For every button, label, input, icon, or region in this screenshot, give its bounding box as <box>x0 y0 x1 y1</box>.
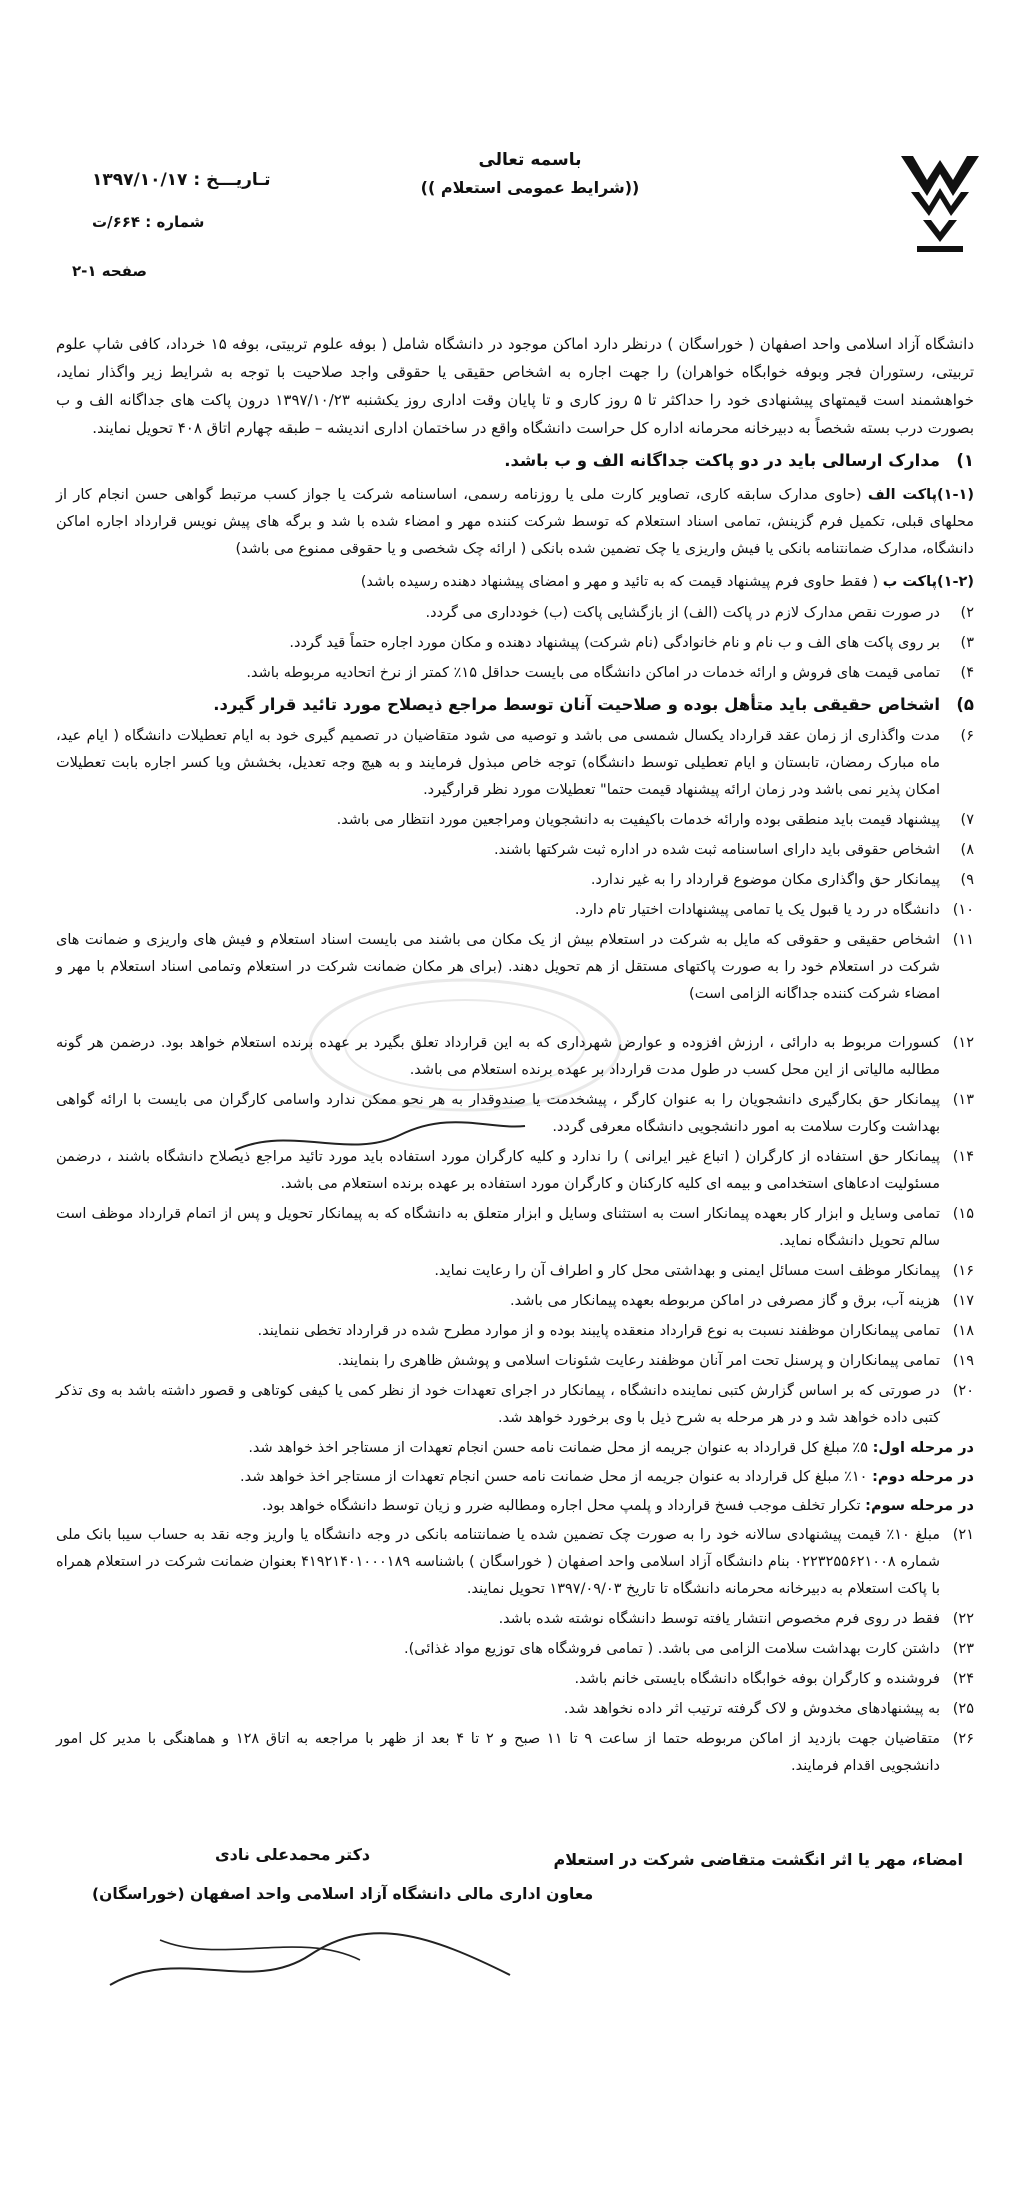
penalty-stage-1 <box>56 1435 974 1462</box>
clause-number: ۹) <box>960 872 974 888</box>
page-number: صفحه ۱-۲ <box>72 262 147 280</box>
clause-number: ۱۰) <box>952 902 974 918</box>
clause-15 <box>56 1201 974 1255</box>
clause-number: ۱) <box>956 451 974 470</box>
signer-position: معاون اداری مالی دانشگاه آزاد اسلامی واحد اصفهان (خوراسگان) <box>92 1885 594 1903</box>
date-label: تـاریـــخ : <box>193 170 271 190</box>
clause-text: مدارک ارسالی باید در دو پاکت جداگانه الف و ب باشد. <box>504 451 940 470</box>
clause-text: کسورات مربوط به دارائی ، ارزش افزوده و عوارض شهرداری که به این قرارداد تعلق بگیرد بر عهده برنده استعلام خواهد بود. درضمن هر گونه مطالبه مالیاتی از این محل کسب در طول مدت قرارداد بر عهده برنده استعلام می باشد. <box>56 1035 940 1078</box>
clause-number: ۱۹) <box>952 1353 974 1369</box>
clause-3 <box>56 630 974 657</box>
clause-text: پیمانکار حق واگذاری مکان موضوع قرارداد را به غیر ندارد. <box>590 872 940 888</box>
signature-scribble <box>100 1925 520 1995</box>
signer-name: دکتر محمدعلی نادی <box>215 1845 371 1864</box>
document-subtitle: (( شرایط عمومی استعلام)) <box>420 178 640 197</box>
document-title: باسمه تعالی <box>478 150 582 170</box>
clause-12 <box>56 1030 974 1084</box>
clause-18 <box>56 1318 974 1345</box>
penalty-stage-2 <box>56 1464 974 1491</box>
clause-16 <box>56 1258 974 1285</box>
clause-20 <box>56 1378 974 1432</box>
clause-24 <box>56 1666 974 1693</box>
clause-9 <box>56 867 974 894</box>
sub-clause-label: (۱-۲)پاکت ب <box>882 574 974 590</box>
clause-number: ۷) <box>960 812 974 828</box>
clause-7 <box>56 807 974 834</box>
number-label: شماره : <box>145 213 205 231</box>
clause-number: ۲۴) <box>952 1671 974 1687</box>
clause-number: ۱۴) <box>952 1149 974 1165</box>
clause-text: پیشنهاد قیمت باید منطقی بوده وارائه خدمات باکیفیت به دانشجویان ومراجعین مورد انتظار می باشد. <box>336 812 940 828</box>
document-body <box>56 330 974 1783</box>
clause-text: بر روی پاکت های الف و ب نام و نام خانوادگی (نام شرکت) پیشنهاد دهنده و مکان مورد اجاره حتماً قید گردد. <box>289 635 940 651</box>
clause-text: پیمانکار موظف است مسائل ایمنی و بهداشتی محل کار و اطراف آن را رعایت نماید. <box>434 1263 940 1279</box>
stage-label: در مرحله سوم: <box>865 1498 974 1514</box>
clause-number: ۸) <box>960 842 974 858</box>
clause-text: پیمانکار حق بکارگیری دانشجویان را به عنوان کارگر ، پیشخدمت یا صندوقدار به هر نحو ممکن ندارد واسامی کارگران می بایست با ارائه گواهی بهداشت وکارت سلامت به امور دانشجویی دانشگاه معرفی گردد. <box>56 1092 940 1135</box>
clause-number: ۱۱) <box>952 932 974 948</box>
date-value: ۱۳۹۷/۱۰/۱۷ <box>92 170 188 190</box>
stage-text: ۱۰٪ مبلغ کل قرارداد به عنوان جریمه از محل ضمانت نامه حسن انجام تعهدات از مستاجر اخذ خواهد شد. <box>240 1469 868 1485</box>
clause-number: ۱۸) <box>952 1323 974 1339</box>
clause-21 <box>56 1522 974 1603</box>
clause-5 <box>56 690 974 720</box>
clause-number: ۲۲) <box>952 1611 974 1627</box>
clause-13 <box>56 1087 974 1141</box>
clause-number: ۱۵) <box>952 1206 974 1222</box>
clause-11 <box>56 927 974 1008</box>
clause-text: دانشگاه در رد یا قبول یک یا تمامی پیشنهادات اختیار تام دارد. <box>574 902 940 918</box>
clause-text: تمامی پیمانکاران موظفند نسبت به نوع قرارداد منعقده پایبند بوده و از موارد مطرح شده در قرارداد تخطی ننمایند. <box>257 1323 940 1339</box>
clause-10 <box>56 897 974 924</box>
clause-number: ۵) <box>956 695 974 714</box>
clause-23 <box>56 1636 974 1663</box>
penalty-stage-3 <box>56 1493 974 1520</box>
clause-text: به پیشنهادهای مخدوش و لاک گرفته ترتیب اثر داده نخواهد شد. <box>563 1701 940 1717</box>
intro-paragraph: دانشگاه آزاد اسلامی واحد اصفهان ( خوراسگان ) درنظر دارد اماکن موجود در دانشگاه شامل ( بوفه علوم تربیتی، بوفه ۱۵ خرداد، کافی شاپ علوم تربیتی، رستوران فجر وبوفه خوابگاه خواهران) را جهت اجاره به اشخاص حقیقی یا حقوقی واجد صلاحیت با توجه به شرایط زیر واگذار نماید، خواهشمند است قیمتهای پیشنهادی خود را حداکثر تا ۵ روز کاری و تا پایان وقت اداری روز یکشنبه ۱۳۹۷/۱۰/۲۳ درون پاکت های جداگانه الف و ب بصورت درب بسته شخصاً به دبیرخانه محرمانه اداره کل حراست دانشگاه واقع در ساختمان اداری اندیشه – طبقه چهارم اتاق ۴۰۸ تحویل نمایند. <box>56 335 974 437</box>
clause-25 <box>56 1696 974 1723</box>
clause-text: اشخاص حقیقی و حقوقی که مایل به شرکت در استعلام بیش از یک مکان می باشند می بایست اسناد استعلام و فیش های واریزی و ضمانت های شرکت در استعلام خود را به صورت پاکتهای مستقل از هم تحویل دهند. (برای هر مکان ضمانت شرکت در استعلام وتمامی اسناد استعلام با مهر و امضاء شرکت کننده جداگانه الزامی است) <box>56 932 940 1002</box>
stage-text: ۵٪ مبلغ کل قرارداد به عنوان جریمه از محل ضمانت نامه حسن انجام تعهدات از مستاجر اخذ خواهد شد. <box>248 1440 868 1456</box>
clause-number: ۱۲) <box>952 1035 974 1051</box>
clause-26 <box>56 1726 974 1780</box>
clause-text: اشخاص حقوقی باید دارای اساسنامه ثبت شده در اداره ثبت شرکتها باشند. <box>494 842 940 858</box>
applicant-signature-caption: امضاء، مهر یا اثر انگشت متقاضی شرکت در استعلام <box>553 1850 963 1869</box>
clause-text: فروشنده و کارگران بوفه خوابگاه دانشگاه بایستی خانم باشد. <box>574 1671 940 1687</box>
clause-2 <box>56 600 974 627</box>
clause-number: ۱۷) <box>952 1293 974 1309</box>
clause-text: فقط در روی فرم مخصوص انتشار یافته توسط دانشگاه نوشته شده باشد. <box>498 1611 940 1627</box>
clause-number: ۶) <box>960 728 974 744</box>
clause-text: در صورت نقص مدارک لازم در پاکت (الف) از بازگشایی پاکت (ب) خودداری می گردد. <box>425 605 940 621</box>
clause-text: مبلغ ۱۰٪ قیمت پیشنهادی سالانه خود را به صورت چک تضمین شده یا ضمانتنامه بانکی در وجه دانشگاه یا واریز وجه نقد به حساب سیبا بانک ملی شماره ۰۲۲۳۲۵۵۶۲۱۰۰۸ بنام دانشگاه آزاد اسلامی واحد اصفهان ( خوراسگان ) باشناسه ۴۱۹۲۱۴۰۱۰۰۰۱۸۹ بعنوان ضمانت شرکت در استعلام همراه با پاکت استعلام به دبیرخانه محرمانه دانشگاه تا تاریخ ۱۳۹۷/۰۹/۰۳ تحویل نمایند. <box>56 1527 940 1597</box>
sub-clause-text: ( فقط حاوی فرم پیشنهاد قیمت که به تائید و مهر و امضای پیشنهاد دهنده رسیده باشد) <box>360 574 879 590</box>
clause-number: ۳) <box>960 635 974 651</box>
clause-number: ۱۶) <box>952 1263 974 1279</box>
clause-17 <box>56 1288 974 1315</box>
clause-1 <box>56 446 974 476</box>
sub-clause-1-2 <box>56 569 974 596</box>
clause-number: ۲۵) <box>952 1701 974 1717</box>
sub-clause-label: (۱-۱)پاکت الف <box>867 487 975 503</box>
clause-number: ۴) <box>960 665 974 681</box>
clause-8 <box>56 837 974 864</box>
clause-22 <box>56 1606 974 1633</box>
letter-number-field <box>92 213 204 231</box>
clause-number: ۲۰) <box>952 1383 974 1399</box>
clause-number: ۲) <box>960 605 974 621</box>
clause-text: داشتن کارت بهداشت سلامت الزامی می باشد. ( تمامی فروشگاه های توزیع مواد غذائی). <box>404 1641 940 1657</box>
stage-text: تکرار تخلف موجب فسخ قرارداد و پلمپ محل اجاره ومطالبه ضرر و زیان توسط دانشگاه خواهد بود. <box>262 1498 861 1514</box>
clause-text: تمامی وسایل و ابزار کار بعهده پیمانکار است به استثنای وسایل و ابزار متعلق به دانشگاه که به پیمانکار تحویل و پس از اتمام قرارداد موظف است سالم تحویل دانشگاه نماید. <box>56 1206 940 1249</box>
clause-number: ۲۱) <box>952 1527 974 1543</box>
clause-text: پیمانکار حق استفاده از کارگران ( اتباع غیر ایرانی ) را ندارد و کلیه کارگران مورد استفاده باید مورد تائید مراجع ذیصلاح دانشگاه باشند ، درضمن مسئولیت ادعاهای استخدامی و بیمه ای کلیه کارکنان و کارگران مورد استفاده بر عهده برنده استعلام می باشد. <box>56 1149 940 1192</box>
clause-text: در صورتی که بر اساس گزارش کتبی نماینده دانشگاه ، پیمانکار در اجرای تعهدات خود از نظر کمی یا کیفی کوتاهی و قصور داشته باشد به وی تذکر کتبی داده خواهد شد و در هر مرحله به شرح ذیل با وی برخورد خواهد شد. <box>56 1383 940 1426</box>
stage-label: در مرحله دوم: <box>872 1469 974 1485</box>
sub-clause-1-1 <box>56 482 974 563</box>
clause-text: هزینه آب، برق و گاز مصرفی در اماکن مربوطه بعهده پیمانکار می باشد. <box>510 1293 940 1309</box>
clause-number: ۲۶) <box>952 1731 974 1747</box>
clause-14 <box>56 1144 974 1198</box>
number-value: ۶۶۴/ت <box>92 213 141 231</box>
date-field <box>92 170 271 190</box>
clause-text: تمامی قیمت های فروش و ارائه خدمات در اماکن دانشگاه می بایست حداقل ۱۵٪ کمتر از نرخ اتحادیه مربوطه باشد. <box>246 665 940 681</box>
stage-label: در مرحله اول: <box>872 1440 974 1456</box>
clause-text: متقاضیان جهت بازدید از اماکن مربوطه حتما از ساعت ۹ تا ۱۱ صبح و ۲ تا ۴ بعد از ظهر با مراجعه به اتاق ۱۲۸ و هماهنگی با مدیر کل امور دانشجویی اقدام فرمایند. <box>56 1731 941 1774</box>
clause-4 <box>56 660 974 687</box>
clause-19 <box>56 1348 974 1375</box>
university-emblem-icon <box>897 150 983 260</box>
clause-number: ۱۳) <box>952 1092 974 1108</box>
clause-text: تمامی پیمانکاران و پرسنل تحت امر آنان موظفند رعایت شئونات اسلامی و پوشش ظاهری را بنمایند. <box>337 1353 940 1369</box>
clause-number: ۲۳) <box>952 1641 974 1657</box>
clause-text: مدت واگذاری از زمان عقد قرارداد یکسال شمسی می باشد و توصیه می شود متقاضیان در تصمیم گیری خود به ایام تعطیلات دانشگاه ( ایام عید، ماه مبارک رمضان، تابستان و ایام تعطیلی توسط دانشگاه) توجه خاص مبذول فرمایند و به هیچ وجه تعدیل، بخشش ویا کسر اجاره بابت تعطیلات امکان پذیر نمی باشد ودر زمان ارائه پیشنهاد قیمت حتما" تعطیلات مورد نظر قرارگیرد. <box>56 728 940 798</box>
sub-clause-text: (حاوی مدارک سابقه کاری، تصاویر کارت ملی یا روزنامه رسمی، اساسنامه شرکت یا جواز کسب مرتبط گواهی حسن انجام کار از محلهای قبلی، تکمیل فرم گزینش، تمامی اسناد استعلام که توسط شرکت کننده مهر و امضاء شده با شد و برگه های پیش نویس قرارداد اجاره اماکن دانشگاه، مدارک ضمانتنامه بانکی یا فیش واریزی یا چک تضمین شده بانکی ( ارائه چک شخصی و یا حقوقی ممنوع می باشد) <box>56 487 974 557</box>
clause-6 <box>56 723 974 804</box>
clause-text: اشخاص حقیقی باید متأهل بوده و صلاحیت آنان توسط مراجع ذیصلاح مورد تائید قرار گیرد. <box>213 695 940 714</box>
